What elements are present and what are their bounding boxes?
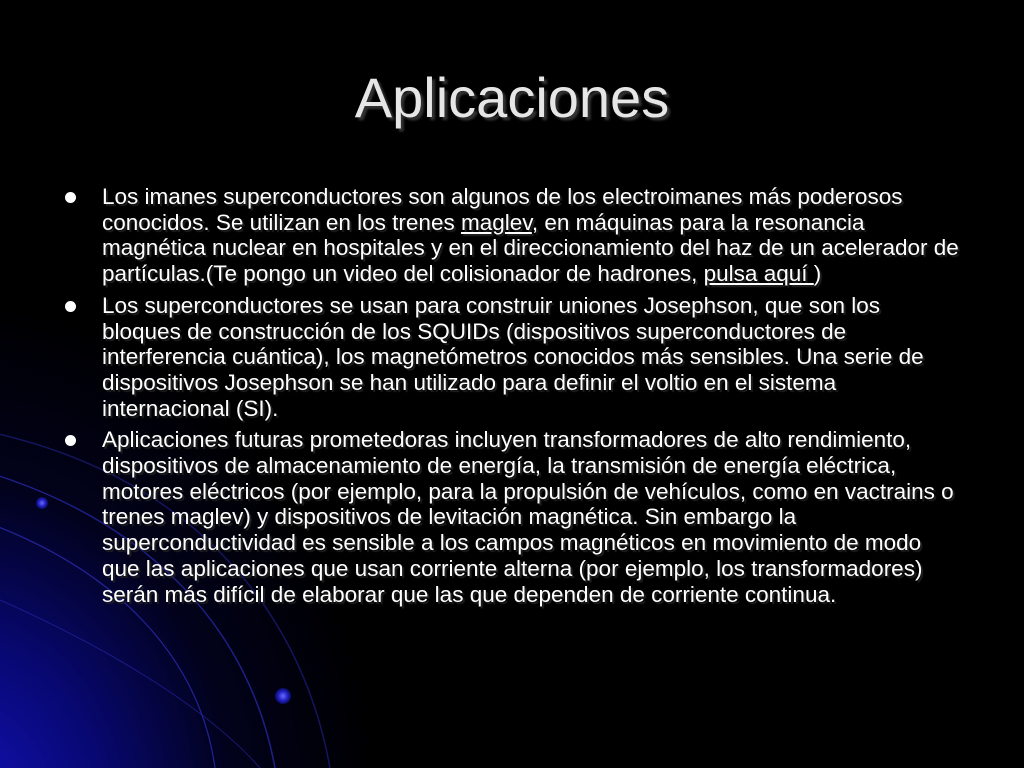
bullet-item-future-applications bbox=[60, 427, 960, 607]
bullet-item-josephson-junctions bbox=[60, 293, 960, 422]
pulsa-aqui-link[interactable]: pulsa aquí bbox=[703, 261, 814, 287]
decorative-orb-bottom bbox=[275, 688, 291, 704]
bullet-dot-icon bbox=[65, 192, 76, 203]
maglev-link[interactable]: maglev bbox=[460, 209, 532, 235]
bullet-text: Los imanes superconductores son algunos de los electroimanes más poderosos conocidos. Se utilizan en los trenes bbox=[102, 184, 903, 235]
slide-title: Aplicaciones bbox=[354, 66, 670, 129]
decorative-orb-left bbox=[36, 497, 48, 509]
bullet-text: Los superconductores se usan para construir uniones Josephson, que son los bloques de construcción de los SQUIDs (dispositivos superconductores de interferencia cuántica), los magnetómetros conocidos más sensibles. Una serie de dispositivos Josephson se han utilizado para definir el voltio en el sistema internacional (SI). bbox=[102, 292, 924, 421]
bullet-text: ) bbox=[813, 261, 822, 287]
bullet-dot-icon bbox=[65, 435, 76, 446]
bullet-list bbox=[60, 184, 960, 613]
bullet-text: Aplicaciones futuras prometedoras incluyen transformadores de alto rendimiento, dispositivos de almacenamiento de energía, la transmisión de energía eléctrica, motores eléctricos (por ejemplo, para la propulsión de vehículos, como en vactrains o trenes maglev) y dispositivos de levitación magnética. Sin embargo la superconductividad es sensible a los campos magnéticos en movimiento de modo que las aplicaciones que usan corriente alterna (por ejemplo, los transformadores) serán más difícil de elaborar que las que dependen de corriente continua. bbox=[102, 427, 954, 607]
bullet-text: , en máquinas para la resonancia magnética nuclear en hospitales y en el direccionamiento del haz de un acelerador de partículas.(Te pongo un video del colisionador de hadrones, bbox=[102, 209, 959, 287]
decorative-arc-curve bbox=[0, 600, 260, 768]
bullet-item-superconducting-magnets bbox=[60, 184, 960, 287]
bullet-dot-icon bbox=[65, 301, 76, 312]
